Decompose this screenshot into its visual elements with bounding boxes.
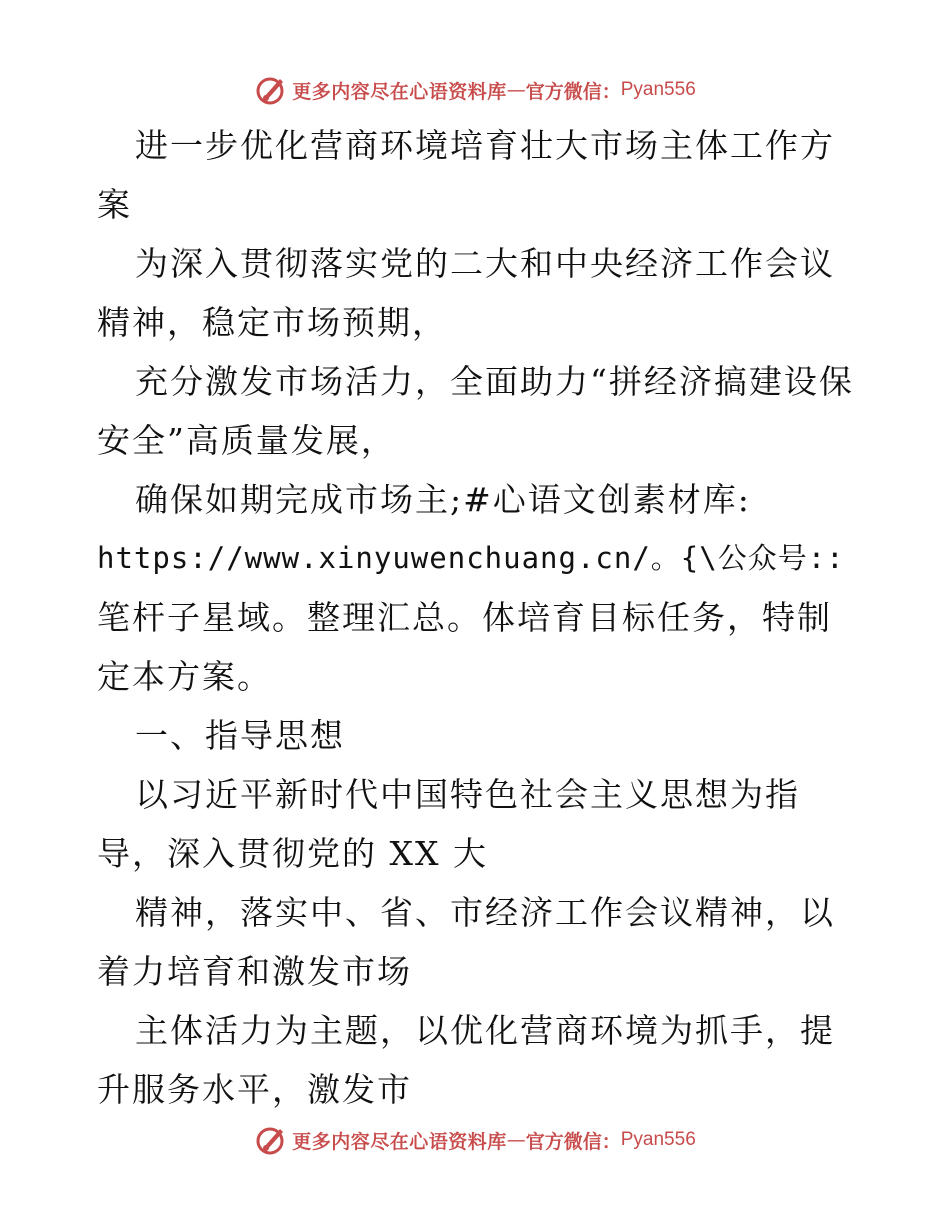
url-line: https://www.xinyuwenchuang.cn/。{\公众号:: <box>97 541 845 575</box>
paragraph: 精神，落实中、省、市经济工作会议精神，以着力培育和激发市场 <box>97 893 835 991</box>
paragraph: 主体活力为主题，以优化营商环境为抓手，提升服务水平，激发市 <box>97 1011 835 1109</box>
watermark-banner-bottom <box>0 1120 950 1160</box>
paragraph: 确保如期完成市场主;#心语文创素材库: <box>135 480 751 519</box>
watermark-dash: — <box>506 1129 526 1151</box>
paragraph: 笔杆子星域。整理汇总。体培育目标任务，特制定本方案。 <box>97 598 832 696</box>
watermark-text: 更多内容尽在心语资料库 <box>292 80 507 103</box>
watermark-wechat-label: 官方微信： <box>525 80 621 103</box>
watermark-text: 更多内容尽在心语资料库 <box>292 1130 507 1153</box>
watermark-dash: — <box>506 79 526 101</box>
watermark-banner-top <box>0 70 950 110</box>
document-body <box>97 116 857 1119</box>
paragraph: 为深入贯彻落实党的二大和中央经济工作会议精神，稳定市场预期， <box>97 244 835 342</box>
watermark-wechat-label: 官方微信： <box>525 1130 621 1153</box>
watermark-wechat-id: Pyan556 <box>620 1129 696 1150</box>
paragraph: 以习近平新时代中国特色社会主义思想为指导，深入贯彻党的 XX 大 <box>97 775 800 873</box>
brush-logo-icon <box>254 1123 288 1157</box>
document-title: 进一步优化营商环境培育壮大市场主体工作方案 <box>97 126 835 224</box>
section-heading: 一、指导思想 <box>135 716 345 755</box>
paragraph: 充分激发市场活力，全面助力“拼经济搞建设保安全”高质量发展， <box>97 362 854 460</box>
watermark-wechat-id: Pyan556 <box>620 79 696 100</box>
brush-logo-icon <box>254 73 288 107</box>
